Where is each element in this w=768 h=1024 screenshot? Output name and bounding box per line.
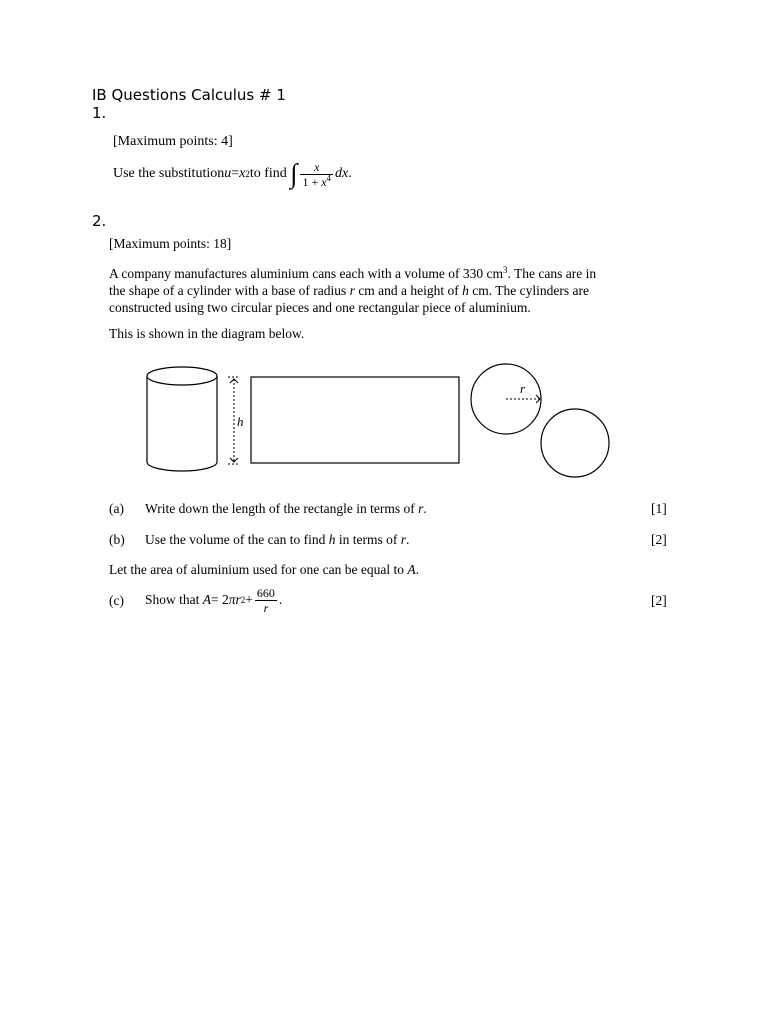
part-c-fraction (255, 587, 277, 614)
part-a-label: (a) (109, 501, 124, 516)
area-statement-body: Let the area of aluminium used for one can be equal to (109, 562, 408, 577)
q1-period: . (348, 166, 352, 181)
part-c-pi: π (228, 592, 236, 607)
part-b-label: (b) (109, 532, 125, 547)
part-c-plus: + (245, 592, 253, 607)
part-a-mark: [1] (651, 501, 667, 516)
part-b-var-h: h (328, 532, 336, 547)
part-b-mark: [2] (651, 532, 667, 547)
diagram-h-label: h (237, 414, 244, 429)
q2-para-line-3: constructed using two circular pieces and one rectangular piece of aluminium. (109, 300, 531, 315)
part-a-var: r (418, 501, 424, 516)
question-1-text: Use the substitution u = x 2 to find ∫ $\frac{x}{1 + x^4}$ dx . (113, 158, 352, 189)
circle-piece-bottom (541, 409, 609, 477)
part-c-eq: = 2 (211, 592, 229, 607)
q2-line2-c: cm. The cylinders are (468, 283, 589, 298)
q2-para-line-1 (109, 265, 596, 282)
part-c-body: Show that (145, 592, 200, 607)
part-c-frac-den: r (255, 600, 277, 614)
area-statement-end: . (415, 562, 420, 577)
part-b-text (145, 532, 409, 548)
q2-line2-h: h (462, 283, 469, 298)
radius-marker (506, 395, 540, 403)
question-2-number: 2. (92, 212, 107, 230)
q1-den-prefix: 1 + (302, 174, 322, 189)
part-a-text (145, 501, 427, 517)
part-c-mark: [2] (651, 593, 667, 608)
q1-fraction (300, 161, 333, 188)
q1-dx: dx (335, 166, 349, 181)
question-1-number: 1. (92, 104, 107, 122)
rectangle-piece (251, 377, 459, 463)
part-c-end: . (278, 592, 283, 607)
can-net-diagram (140, 360, 620, 480)
q1-text-before: Use the substitution (113, 166, 225, 181)
q2-line1-exp: 3 (503, 265, 508, 275)
part-b-var-r: r (400, 532, 406, 547)
question-2-paragraph (109, 265, 596, 316)
q2-line2-r: r (349, 283, 355, 298)
q1-den-x: x (321, 174, 327, 189)
part-c-lhs: A (202, 592, 212, 607)
q2-line2-a: the shape of a cylinder with a base of radius (109, 283, 350, 298)
q1-den-exp: 4 (326, 172, 332, 183)
area-statement-var: A (407, 562, 416, 577)
diagram-intro: This is shown in the diagram below. (109, 326, 305, 341)
part-a-end: . (423, 501, 427, 516)
q2-line1-b: . The cans are in (507, 266, 597, 281)
integral-sign-icon: ∫ (290, 158, 298, 189)
q2-para-line-2 (109, 282, 596, 299)
q2-line2-b: cm and a height of (354, 283, 463, 298)
part-c-label: (c) (109, 593, 124, 608)
question-1-max-points: [Maximum points: 4] (113, 134, 233, 149)
q1-sub-x: x (239, 166, 246, 181)
part-c-r: r (235, 592, 241, 607)
q1-frac-num: x (314, 159, 320, 174)
q2-line1-a: A company manufactures aluminium cans each with a volume of 330 cm (109, 266, 504, 281)
part-c-text: Show that A = 2 π r 2 + $\frac{660}{r}$ . (145, 585, 283, 615)
part-b-body-b: in terms of (335, 532, 401, 547)
cylinder-shape (147, 367, 217, 471)
document-title: IB Questions Calculus # 1 (92, 86, 286, 104)
question-2-max-points: [Maximum points: 18] (109, 236, 232, 251)
diagram-r-label: r (520, 381, 526, 396)
q1-frac-den (300, 174, 333, 188)
q1-text-to-find: to find (249, 166, 287, 181)
q1-sub-var: u (224, 166, 232, 181)
part-c-frac-num: 660 (256, 585, 275, 600)
area-statement (109, 562, 419, 578)
part-a-body: Write down the length of the rectangle in terms of (145, 501, 419, 516)
q1-sub-eq: = (231, 166, 240, 181)
part-b-body-a: Use the volume of the can to find (145, 532, 329, 547)
part-b-end: . (405, 532, 410, 547)
